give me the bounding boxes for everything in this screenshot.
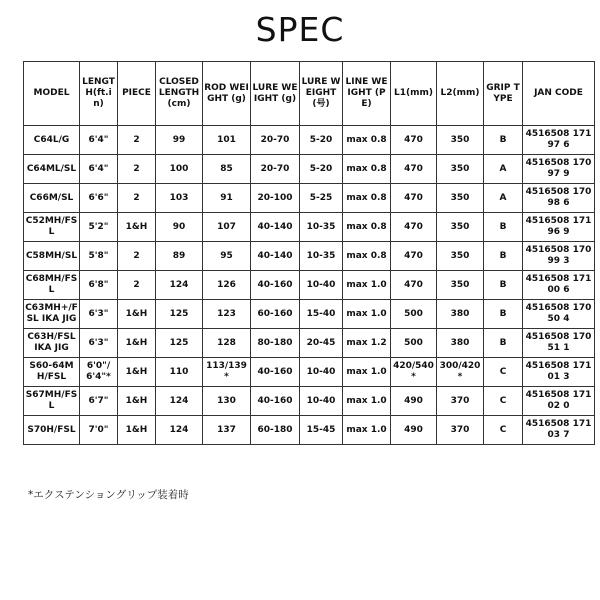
cell-grip-type: B — [484, 213, 523, 242]
table-row — [24, 416, 595, 445]
header-rod-weight: ROD WEIGHT (g) — [203, 62, 251, 126]
cell-lure-weight-go: 10-40 — [300, 271, 343, 300]
header-length: LENGTH(ft.in) — [80, 62, 118, 126]
cell-lure-weight-go: 10-40 — [300, 358, 343, 387]
cell-piece: 1&H — [118, 329, 156, 358]
table-row — [24, 126, 595, 155]
header-piece: PIECE — [118, 62, 156, 126]
cell-line-weight: max 1.0 — [343, 300, 391, 329]
cell-l1: 470 — [391, 155, 437, 184]
cell-grip-type: C — [484, 358, 523, 387]
header-line-weight: LINE WEIGHT (PE) — [343, 62, 391, 126]
cell-jan-code: 4516508 17100 6 — [523, 271, 595, 300]
cell-grip-type: B — [484, 329, 523, 358]
cell-line-weight: max 1.0 — [343, 416, 391, 445]
cell-line-weight: max 1.0 — [343, 387, 391, 416]
header-model: MODEL — [24, 62, 80, 126]
cell-length: 6'7" — [80, 387, 118, 416]
cell-rod-weight: 95 — [203, 242, 251, 271]
cell-length: 6'3" — [80, 300, 118, 329]
cell-grip-type: C — [484, 416, 523, 445]
cell-jan-code: 4516508 17102 0 — [523, 387, 595, 416]
cell-closed-length: 90 — [156, 213, 203, 242]
table-row — [24, 155, 595, 184]
cell-l1: 470 — [391, 271, 437, 300]
cell-grip-type: C — [484, 387, 523, 416]
cell-length: 6'4" — [80, 126, 118, 155]
cell-grip-type: A — [484, 184, 523, 213]
cell-lure-weight-g: 40-140 — [251, 213, 300, 242]
cell-model: C52MH/FSL — [24, 213, 80, 242]
cell-line-weight: max 0.8 — [343, 155, 391, 184]
header-lure-weight-go: LURE WEIGHT (号) — [300, 62, 343, 126]
cell-jan-code: 4516508 17051 1 — [523, 329, 595, 358]
cell-lure-weight-go: 20-45 — [300, 329, 343, 358]
cell-piece: 2 — [118, 242, 156, 271]
cell-l1: 420/540* — [391, 358, 437, 387]
cell-lure-weight-g: 40-160 — [251, 271, 300, 300]
header-lure-weight-g: LURE WEIGHT (g) — [251, 62, 300, 126]
cell-rod-weight: 128 — [203, 329, 251, 358]
cell-rod-weight: 91 — [203, 184, 251, 213]
cell-model: S67MH/FSL — [24, 387, 80, 416]
cell-model: C63MH+/FSL IKA JIG — [24, 300, 80, 329]
footnote: *エクステンショングリップ装着時 — [28, 489, 189, 501]
cell-grip-type: A — [484, 155, 523, 184]
cell-lure-weight-g: 80-180 — [251, 329, 300, 358]
cell-l1: 500 — [391, 329, 437, 358]
table-row — [24, 242, 595, 271]
cell-closed-length: 125 — [156, 300, 203, 329]
table-row — [24, 329, 595, 358]
cell-l1: 500 — [391, 300, 437, 329]
cell-line-weight: max 0.8 — [343, 184, 391, 213]
cell-closed-length: 124 — [156, 271, 203, 300]
cell-l2: 350 — [437, 184, 484, 213]
header-l2: L2(mm) — [437, 62, 484, 126]
cell-line-weight: max 1.2 — [343, 329, 391, 358]
cell-model: S60-64MH/FSL — [24, 358, 80, 387]
cell-line-weight: max 1.0 — [343, 358, 391, 387]
cell-length: 7'0" — [80, 416, 118, 445]
cell-lure-weight-g: 20-100 — [251, 184, 300, 213]
cell-jan-code: 4516508 17103 7 — [523, 416, 595, 445]
cell-l1: 470 — [391, 126, 437, 155]
table-row — [24, 271, 595, 300]
cell-line-weight: max 0.8 — [343, 126, 391, 155]
cell-lure-weight-g: 40-160 — [251, 387, 300, 416]
cell-l2: 370 — [437, 416, 484, 445]
cell-model: C63H/FSL IKA JIG — [24, 329, 80, 358]
cell-closed-length: 99 — [156, 126, 203, 155]
cell-l2: 350 — [437, 242, 484, 271]
cell-piece: 1&H — [118, 300, 156, 329]
cell-jan-code: 4516508 17197 6 — [523, 126, 595, 155]
cell-line-weight: max 0.8 — [343, 213, 391, 242]
cell-model: C68MH/FSL — [24, 271, 80, 300]
cell-l2: 380 — [437, 329, 484, 358]
cell-l1: 470 — [391, 184, 437, 213]
cell-length: 6'6" — [80, 184, 118, 213]
cell-lure-weight-go: 15-40 — [300, 300, 343, 329]
table-header-row — [24, 62, 595, 126]
cell-rod-weight: 137 — [203, 416, 251, 445]
cell-grip-type: B — [484, 126, 523, 155]
page-title: SPEC — [255, 10, 345, 49]
cell-closed-length: 125 — [156, 329, 203, 358]
cell-lure-weight-g: 20-70 — [251, 155, 300, 184]
cell-l2: 380 — [437, 300, 484, 329]
cell-piece: 2 — [118, 271, 156, 300]
cell-lure-weight-g: 60-180 — [251, 416, 300, 445]
cell-lure-weight-go: 10-40 — [300, 387, 343, 416]
table-row — [24, 387, 595, 416]
cell-piece: 1&H — [118, 416, 156, 445]
spec-table-container — [23, 61, 594, 445]
spec-table — [23, 61, 595, 445]
cell-lure-weight-g: 60-160 — [251, 300, 300, 329]
cell-model: S70H/FSL — [24, 416, 80, 445]
cell-length: 6'3" — [80, 329, 118, 358]
cell-piece: 2 — [118, 155, 156, 184]
header-grip-type: GRIP TYPE — [484, 62, 523, 126]
cell-model: C64L/G — [24, 126, 80, 155]
cell-jan-code: 4516508 17101 3 — [523, 358, 595, 387]
cell-rod-weight: 130 — [203, 387, 251, 416]
cell-l2: 350 — [437, 213, 484, 242]
cell-lure-weight-go: 10-35 — [300, 213, 343, 242]
cell-jan-code: 4516508 17196 9 — [523, 213, 595, 242]
cell-length: 6'8" — [80, 271, 118, 300]
cell-closed-length: 124 — [156, 416, 203, 445]
cell-jan-code: 4516508 17098 6 — [523, 184, 595, 213]
table-row — [24, 300, 595, 329]
cell-line-weight: max 1.0 — [343, 271, 391, 300]
cell-length: 5'8" — [80, 242, 118, 271]
cell-length: 6'0"/6'4"* — [80, 358, 118, 387]
cell-jan-code: 4516508 17050 4 — [523, 300, 595, 329]
header-closed-length: CLOSED LENGTH (cm) — [156, 62, 203, 126]
cell-l2: 350 — [437, 271, 484, 300]
cell-closed-length: 100 — [156, 155, 203, 184]
cell-model: C64ML/SL — [24, 155, 80, 184]
cell-rod-weight: 126 — [203, 271, 251, 300]
cell-piece: 1&H — [118, 387, 156, 416]
cell-l2: 370 — [437, 387, 484, 416]
table-row — [24, 184, 595, 213]
cell-rod-weight: 85 — [203, 155, 251, 184]
cell-closed-length: 89 — [156, 242, 203, 271]
cell-lure-weight-g: 40-160 — [251, 358, 300, 387]
cell-piece: 2 — [118, 126, 156, 155]
cell-model: C66M/SL — [24, 184, 80, 213]
header-l1: L1(mm) — [391, 62, 437, 126]
header-jan-code: JAN CODE — [523, 62, 595, 126]
cell-l1: 470 — [391, 242, 437, 271]
cell-lure-weight-g: 40-140 — [251, 242, 300, 271]
cell-rod-weight: 113/139* — [203, 358, 251, 387]
cell-length: 5'2" — [80, 213, 118, 242]
cell-lure-weight-go: 5-20 — [300, 155, 343, 184]
cell-piece: 1&H — [118, 213, 156, 242]
cell-piece: 1&H — [118, 358, 156, 387]
table-row — [24, 358, 595, 387]
cell-l1: 490 — [391, 416, 437, 445]
cell-rod-weight: 101 — [203, 126, 251, 155]
cell-rod-weight: 107 — [203, 213, 251, 242]
table-row — [24, 213, 595, 242]
cell-lure-weight-go: 5-20 — [300, 126, 343, 155]
cell-jan-code: 4516508 17097 9 — [523, 155, 595, 184]
cell-closed-length: 110 — [156, 358, 203, 387]
cell-length: 6'4" — [80, 155, 118, 184]
cell-rod-weight: 123 — [203, 300, 251, 329]
cell-lure-weight-go: 10-35 — [300, 242, 343, 271]
cell-lure-weight-go: 15-45 — [300, 416, 343, 445]
cell-line-weight: max 0.8 — [343, 242, 391, 271]
cell-l1: 470 — [391, 213, 437, 242]
table-body — [24, 126, 595, 445]
cell-jan-code: 4516508 17099 3 — [523, 242, 595, 271]
cell-lure-weight-g: 20-70 — [251, 126, 300, 155]
cell-l2: 300/420* — [437, 358, 484, 387]
cell-grip-type: B — [484, 242, 523, 271]
cell-lure-weight-go: 5-25 — [300, 184, 343, 213]
cell-closed-length: 124 — [156, 387, 203, 416]
cell-l2: 350 — [437, 126, 484, 155]
cell-piece: 2 — [118, 184, 156, 213]
cell-grip-type: B — [484, 300, 523, 329]
cell-grip-type: B — [484, 271, 523, 300]
cell-model: C58MH/SL — [24, 242, 80, 271]
cell-l2: 350 — [437, 155, 484, 184]
cell-l1: 490 — [391, 387, 437, 416]
cell-closed-length: 103 — [156, 184, 203, 213]
